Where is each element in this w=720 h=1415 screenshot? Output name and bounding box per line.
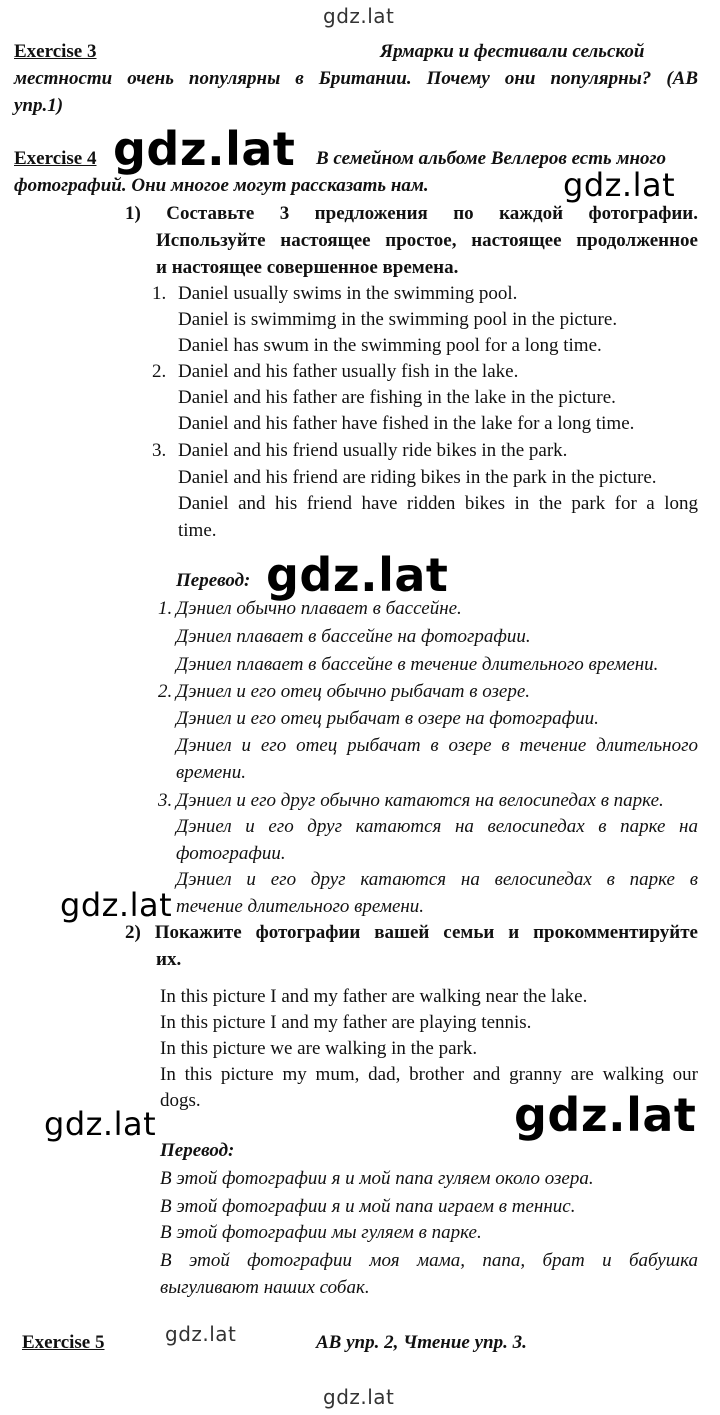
- exercise3-text-line1: Ярмарки и фестивали сельской: [380, 41, 645, 62]
- item3-line1: Daniel and his friend usually ride bikes in the park.: [178, 440, 568, 461]
- watermark-top: gdz.lat: [323, 4, 395, 28]
- exercise4-text-line1: В семейном альбоме Веллеров есть много: [316, 148, 667, 169]
- item1-line1: Daniel usually swims in the swimming pool.: [178, 283, 518, 304]
- translation2-line2: Дэниел и его отец рыбачат в озере на фотографии.: [176, 708, 599, 729]
- watermark-right1: gdz.lat: [563, 166, 676, 204]
- answer2-line3: In this picture we are walking in the park.: [160, 1038, 478, 1059]
- item1-line3: Daniel has swum in the swimming pool for a long time.: [178, 335, 602, 356]
- translation2b-line2: В этой фотографии я и мой папа играем в теннис.: [160, 1196, 576, 1217]
- watermark-bottom: gdz.lat: [323, 1385, 395, 1409]
- watermark-right3: gdz.lat: [514, 1088, 697, 1142]
- watermark-ex5: gdz.lat: [165, 1322, 237, 1346]
- translation1-number: 1.: [158, 598, 173, 619]
- translation2-line4: времени.: [176, 762, 246, 783]
- translation2-number: 2.: [158, 681, 173, 702]
- item3-line4: time.: [178, 520, 217, 541]
- item3-line2: Daniel and his friend are riding bikes in the park in the picture.: [178, 467, 657, 488]
- exercise4-text-line2: фотографий. Они многое могут рассказать нам.: [14, 175, 429, 196]
- answer2-line5: dogs.: [160, 1090, 201, 1111]
- task1-line1: 1) Составьте 3 предложения по каждой фотографии.: [125, 203, 698, 224]
- watermark-left2: gdz.lat: [60, 886, 173, 924]
- item2-line2: Daniel and his father are fishing in the lake in the picture.: [178, 387, 616, 408]
- watermark-ex4: gdz.lat: [113, 122, 296, 176]
- translation2-line3: Дэниел и его отец рыбачат в озере в течение длительного: [176, 735, 698, 756]
- translation2-line1: Дэниел и его отец обычно рыбачат в озере.: [176, 681, 531, 702]
- exercise5-text: АВ упр. 2, Чтение упр. 3.: [316, 1332, 527, 1353]
- watermark-perevod: gdz.lat: [266, 548, 449, 602]
- task1-line2: Используйте настоящее простое, настоящее продолженное: [156, 230, 698, 251]
- answer2-line2: In this picture I and my father are playing tennis.: [160, 1012, 532, 1033]
- translation3-number: 3.: [158, 790, 173, 811]
- exercise3-text-line3: упр.1): [14, 95, 64, 116]
- answer2-line1: In this picture I and my father are walking near the lake.: [160, 986, 588, 1007]
- item3-number: 3.: [152, 440, 167, 461]
- translation3-line5: течение длительного времени.: [176, 896, 425, 917]
- task2-line2: их.: [156, 949, 182, 970]
- translation2b-line1: В этой фотографии я и мой папа гуляем около озера.: [160, 1168, 594, 1189]
- translation3-line3: фотографии.: [176, 843, 286, 864]
- perevod-label: Перевод:: [176, 570, 251, 591]
- translation2b-line3: В этой фотографии мы гуляем в парке.: [160, 1222, 482, 1243]
- exercise3-label: Exercise 3: [14, 41, 97, 62]
- perevod2-label: Перевод:: [160, 1140, 235, 1161]
- translation2b-line4: В этой фотографии моя мама, папа, брат и бабушка: [160, 1250, 698, 1271]
- exercise4-label: Exercise 4: [14, 148, 97, 169]
- item3-line3: Daniel and his friend have ridden bikes in the park for a long: [178, 493, 698, 514]
- translation2b-line5: выгуливают наших собак.: [160, 1277, 370, 1298]
- answer2-line4: In this picture my mum, dad, brother and granny are walking our: [160, 1064, 698, 1085]
- item2-number: 2.: [152, 361, 167, 382]
- exercise3-text-line2: местности очень популярны в Британии. Почему они популярны? (АВ: [14, 68, 698, 89]
- item1-number: 1.: [152, 283, 167, 304]
- exercise5-label: Exercise 5: [22, 1332, 105, 1353]
- item1-line2: Daniel is swimmimg in the swimming pool in the picture.: [178, 309, 618, 330]
- translation3-line2: Дэниел и его друг катаются на велосипедах в парке на: [176, 816, 698, 837]
- watermark-left3: gdz.lat: [44, 1105, 157, 1143]
- task2-line1: 2) Покажите фотографии вашей семьи и прокомментируйте: [125, 922, 698, 943]
- translation1-line1: Дэниел обычно плавает в бассейне.: [176, 598, 462, 619]
- translation3-line1: Дэниел и его друг обычно катаются на велосипедах в парке.: [176, 790, 664, 811]
- translation1-line2: Дэниел плавает в бассейне на фотографии.: [176, 626, 531, 647]
- translation1-line3: Дэниел плавает в бассейне в течение длительного времени.: [176, 654, 659, 675]
- task1-line3: и настоящее совершенное времена.: [156, 257, 459, 278]
- item2-line1: Daniel and his father usually fish in the lake.: [178, 361, 519, 382]
- item2-line3: Daniel and his father have fished in the lake for a long time.: [178, 413, 635, 434]
- translation3-line4: Дэниел и его друг катаются на велосипедах в парке в: [176, 869, 698, 890]
